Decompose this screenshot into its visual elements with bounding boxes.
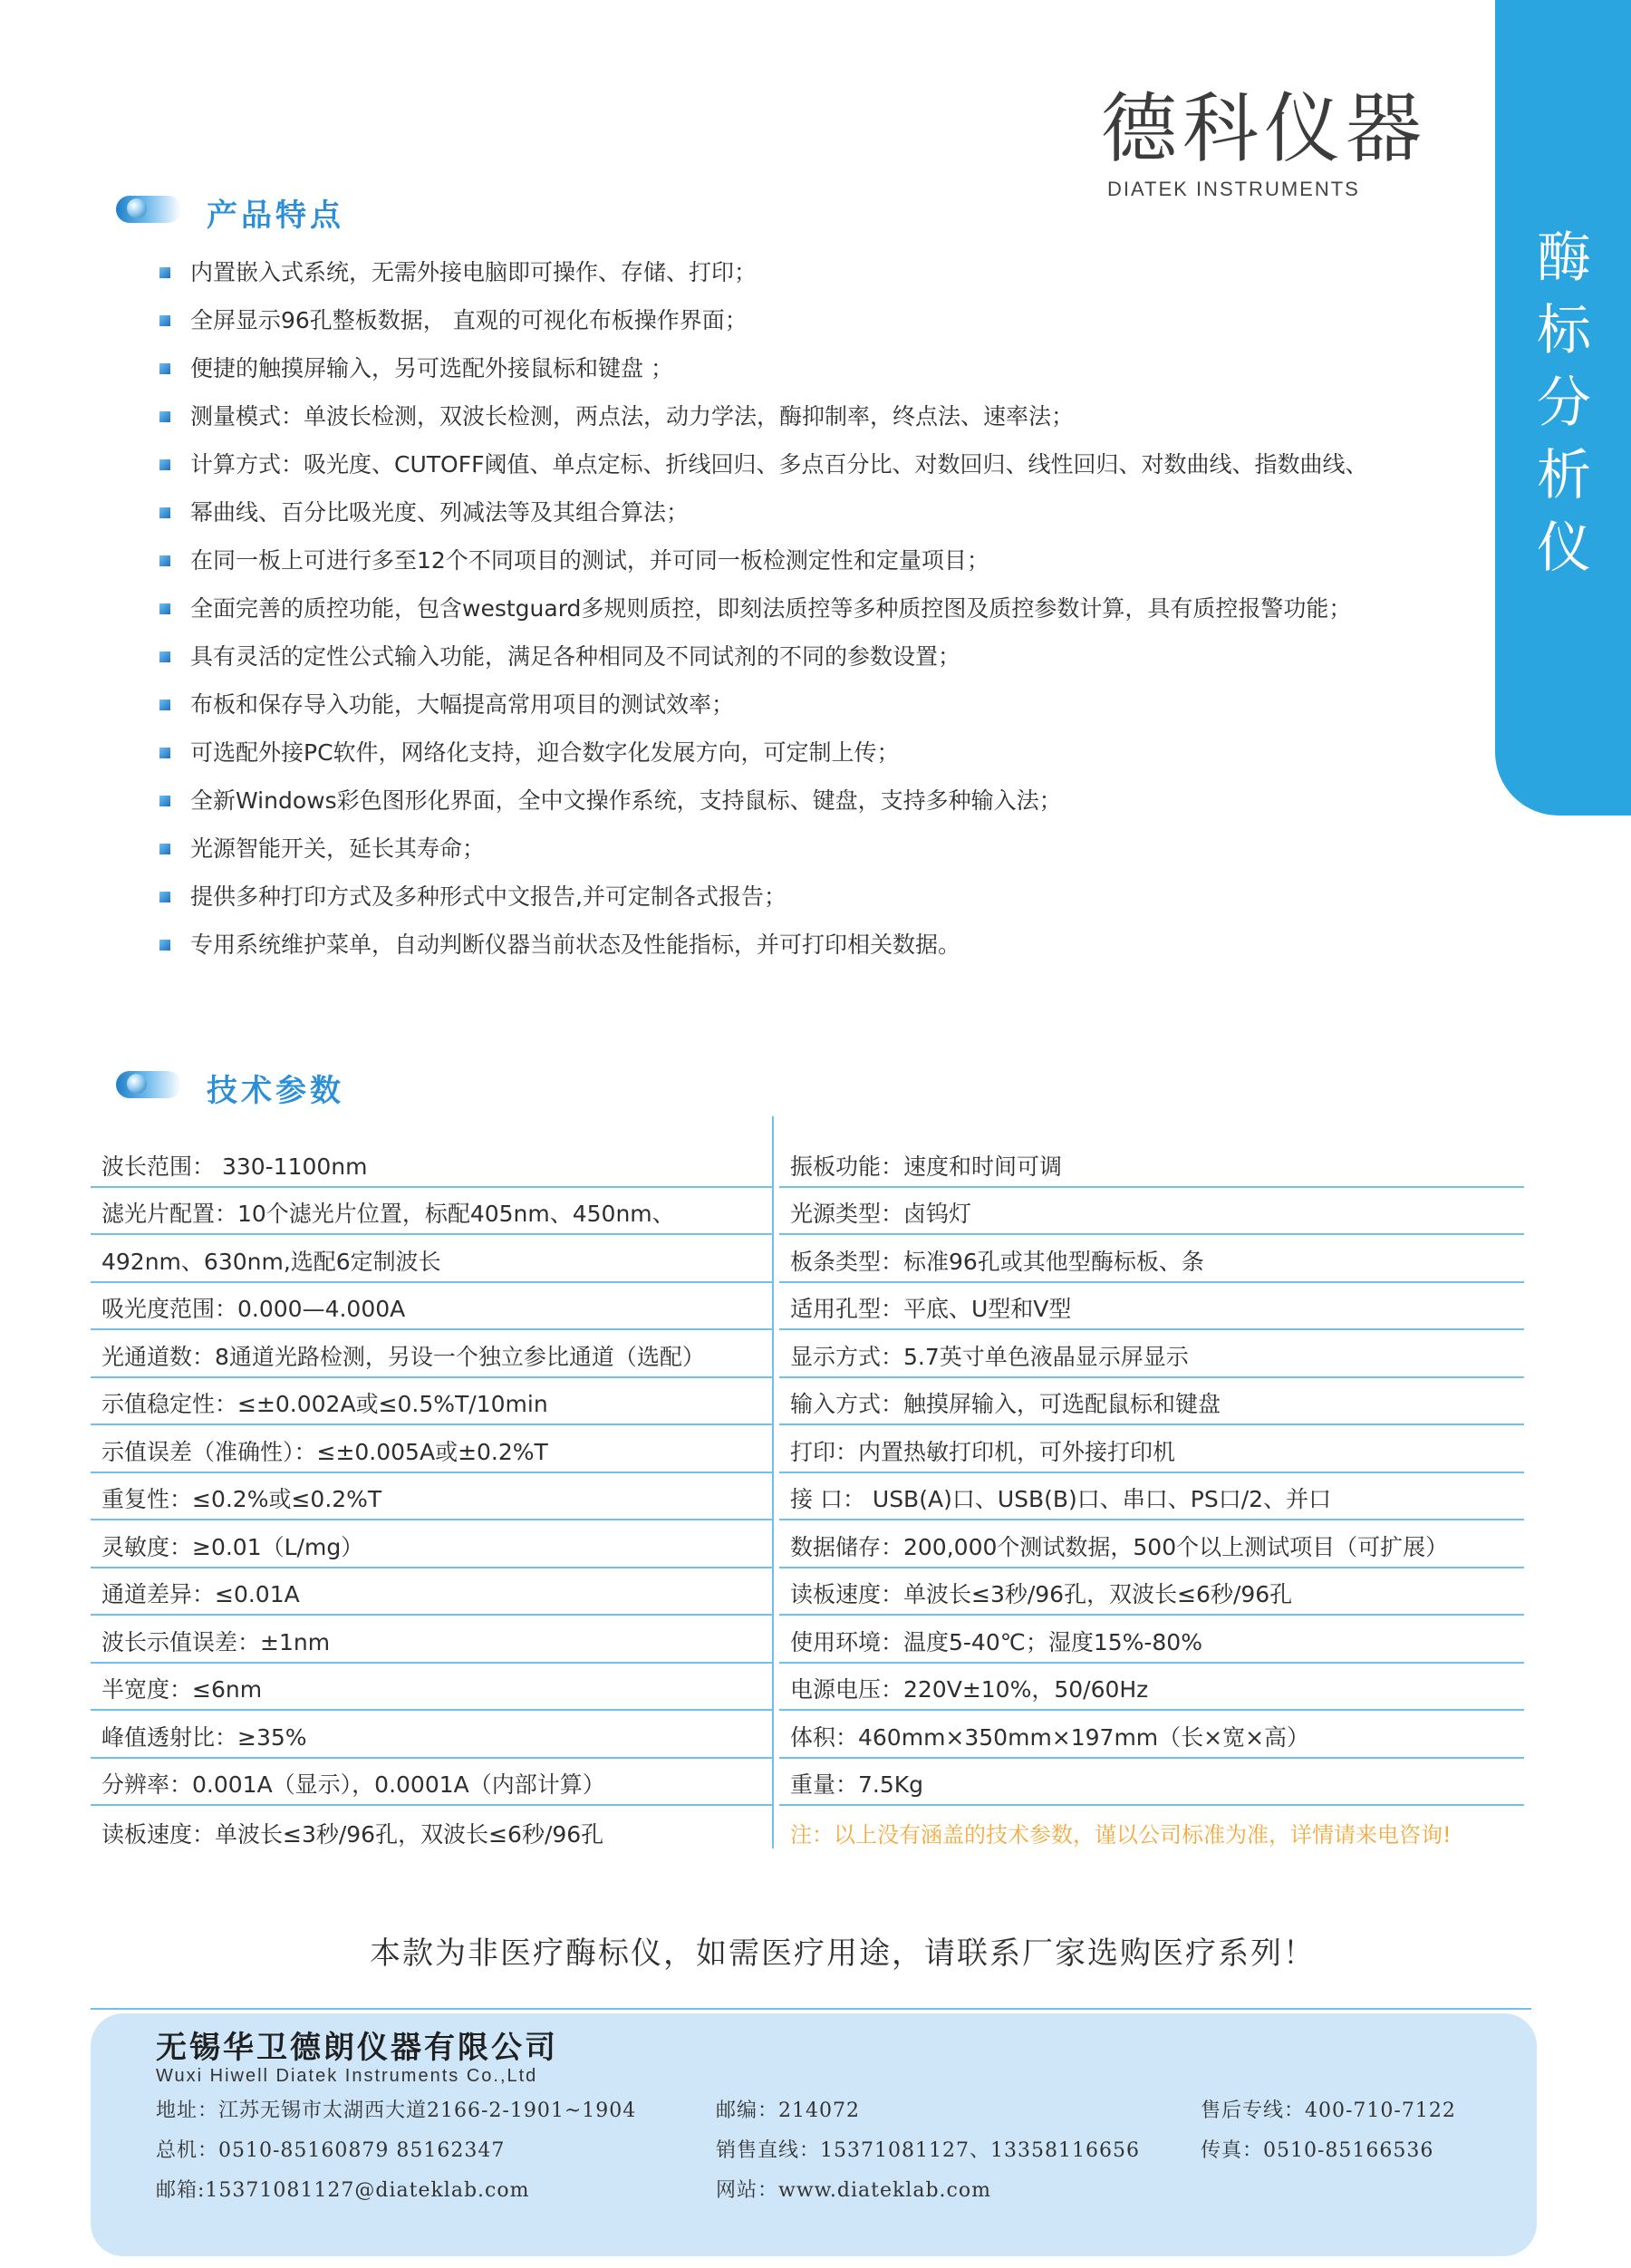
features-title: 产品特点	[207, 198, 344, 234]
feature-item: 便捷的触摸屏输入，另可选配外接鼠标和键盘 ；	[159, 352, 1367, 401]
param-row: 接 口： USB(A)口、USB(B)口、串口、PS口/2、并口	[779, 1473, 1524, 1521]
param-row: 输入方式：触摸屏输入，可选配鼠标和键盘	[779, 1378, 1524, 1426]
feature-item: 布板和保存导入功能，大幅提高常用项目的测试效率；	[159, 689, 1367, 737]
param-row: 显示方式：5.7英寸单色液晶显示屏显示	[779, 1330, 1524, 1378]
square-bullet-icon	[159, 267, 170, 278]
category-label	[1502, 222, 1626, 584]
param-row: 灵敏度：≥0.01（L/mg）	[91, 1520, 772, 1568]
email-link[interactable]: 邮箱:15371081127@diateklab.com	[156, 2179, 530, 2202]
feature-item: 可选配外接PC软件，网络化支持，迎合数字化发展方向，可定制上传；	[159, 737, 1367, 785]
brand-name-en: DIATEK INSTRUMENTS	[1107, 178, 1360, 200]
param-row: 体积：460mm×350mm×197mm（长×宽×高）	[779, 1711, 1524, 1759]
service-hotline: 售后专线：400-710-7122	[1201, 2099, 1456, 2122]
website-link[interactable]: 网站：www.diateklab.com	[716, 2179, 991, 2202]
company-name-en: Wuxi Hiwell Diatek Instruments Co.,Ltd	[156, 2066, 538, 2086]
param-row: 峰值透射比：≥35%	[91, 1711, 772, 1759]
param-row: 打印：内置热敏打印机，可外接打印机	[779, 1425, 1524, 1473]
feature-item: 幂曲线、百分比吸光度、列减法等及其组合算法；	[159, 497, 1367, 545]
brand-name-cn: 德科仪器	[1101, 84, 1428, 173]
square-bullet-icon	[159, 507, 170, 518]
footer-divider	[91, 2008, 1531, 2010]
param-row: 光源类型：卤钨灯	[779, 1188, 1524, 1236]
feature-item: 专用系统维护菜单，自动判断仪器当前状态及性能指标，并可打印相关数据。	[159, 929, 1367, 977]
param-row: 波长范围： 330-1100nm	[91, 1140, 772, 1188]
param-row: 电源电压：220V±10%，50/60Hz	[779, 1664, 1524, 1712]
square-bullet-icon	[159, 892, 170, 902]
param-row: 光通道数：8通道光路检测，另设一个独立参比通道（选配）	[91, 1330, 772, 1378]
main-phone: 总机：0510-85160879 85162347	[156, 2139, 506, 2162]
param-row: 通道差异：≤0.01A	[91, 1568, 772, 1617]
param-row: 使用环境：温度5-40℃；湿度15%-80%	[779, 1616, 1524, 1664]
param-row: 重复性：≤0.2%或≤0.2%T	[91, 1473, 772, 1521]
category-char: 分	[1537, 372, 1591, 435]
address: 地址：江苏无锡市太湖西大道2166-2-1901~1904	[156, 2099, 637, 2122]
params-note-row	[779, 1806, 1524, 1854]
param-row: 示值误差（准确性）：≤±0.005A或±0.2%T	[91, 1425, 772, 1473]
square-bullet-icon	[159, 651, 170, 662]
feature-item: 在同一板上可进行多至12个不同项目的测试，并可同一板检测定性和定量项目；	[159, 545, 1367, 593]
square-bullet-icon	[159, 603, 170, 614]
square-bullet-icon	[159, 411, 170, 422]
param-row: 板条类型：标准96孔或其他型酶标板、条	[779, 1235, 1524, 1283]
square-bullet-icon	[159, 555, 170, 566]
feature-item: 全面完善的质控功能，包含westguard多规则质控，即刻法质控等多种质控图及质控参数计算，具有质控报警功能；	[159, 593, 1367, 641]
params-left-column	[91, 1140, 772, 1854]
category-char: 酶	[1537, 227, 1591, 290]
params-title: 技术参数	[207, 1073, 344, 1109]
feature-item: 内置嵌入式系统，无需外接电脑即可操作、存储、打印；	[159, 256, 1367, 304]
square-bullet-icon	[159, 363, 170, 374]
non-medical-notice: 本款为非医疗酶标仪，如需医疗用途，请联系厂家选购医疗系列！	[370, 1935, 1316, 1972]
feature-item: 测量模式：单波长检测，双波长检测，两点法，动力学法，酶抑制率，终点法、速率法；	[159, 401, 1367, 449]
category-char: 仪	[1537, 516, 1591, 580]
param-row: 波长示值误差：±1nm	[91, 1616, 772, 1664]
company-name-cn: 无锡华卫德朗仪器有限公司	[156, 2030, 558, 2066]
fax: 传真：0510-85166536	[1201, 2139, 1434, 2162]
feature-item: 计算方式：吸光度、CUTOFF阈值、单点定标、折线回归、多点百分比、对数回归、线性回归、对数曲线、指数曲线、	[159, 449, 1367, 497]
param-row: 读板速度：单波长≤3秒/96孔，双波长≤6秒/96孔	[101, 1820, 604, 1848]
square-bullet-icon	[159, 315, 170, 326]
square-bullet-icon	[159, 748, 170, 758]
postcode: 邮编：214072	[716, 2099, 860, 2122]
param-row: 示值稳定性：≤±0.002A或≤0.5%T/10min	[91, 1378, 772, 1426]
features-list	[159, 256, 1367, 977]
param-row: 重量：7.5Kg	[779, 1759, 1524, 1807]
param-row: 吸光度范围：0.000—4.000A	[91, 1283, 772, 1331]
feature-item: 提供多种打印方式及多种形式中文报告,并可定制各式报告；	[159, 881, 1367, 929]
section-bubble-icon	[116, 1071, 181, 1098]
param-row: 滤光片配置：10个滤光片位置，标配405nm、450nm、	[91, 1188, 772, 1236]
category-char: 标	[1537, 299, 1591, 362]
square-bullet-icon	[159, 844, 170, 854]
feature-item: 光源智能开关，延长其寿命；	[159, 833, 1367, 881]
params-column-divider	[772, 1116, 774, 1848]
square-bullet-icon	[159, 700, 170, 710]
params-note: 注：以上没有涵盖的技术参数，谨以公司标准为准，详情请来电咨询!	[790, 1821, 1452, 1848]
param-row: 读板速度：单波长≤3秒/96孔，双波长≤6秒/96孔	[779, 1568, 1524, 1617]
feature-item: 具有灵活的定性公式输入功能，满足各种相同及不同试剂的不同的参数设置；	[159, 641, 1367, 689]
square-bullet-icon	[159, 940, 170, 951]
section-bubble-icon	[116, 196, 181, 223]
feature-item: 全屏显示96孔整板数据， 直观的可视化布板操作界面；	[159, 304, 1367, 352]
param-row: 492nm、630nm,选配6定制波长	[91, 1235, 772, 1283]
square-bullet-icon	[159, 459, 170, 470]
sales-line: 销售直线：15371081127、13358116656	[716, 2139, 1140, 2162]
param-row: 振板功能：速度和时间可调	[779, 1140, 1524, 1188]
category-char: 析	[1537, 444, 1591, 507]
param-row: 半宽度：≤6nm	[91, 1664, 772, 1712]
param-row: 数据储存：200,000个测试数据，500个以上测试项目（可扩展）	[779, 1520, 1524, 1568]
square-bullet-icon	[159, 796, 170, 806]
param-row: 适用孔型：平底、U型和V型	[779, 1283, 1524, 1331]
feature-item: 全新Windows彩色图形化界面，全中文操作系统，支持鼠标、键盘，支持多种输入法；	[159, 785, 1367, 833]
params-right-column	[779, 1140, 1524, 1854]
param-row: 分辨率：0.001A（显示），0.0001A（内部计算）	[91, 1759, 772, 1807]
